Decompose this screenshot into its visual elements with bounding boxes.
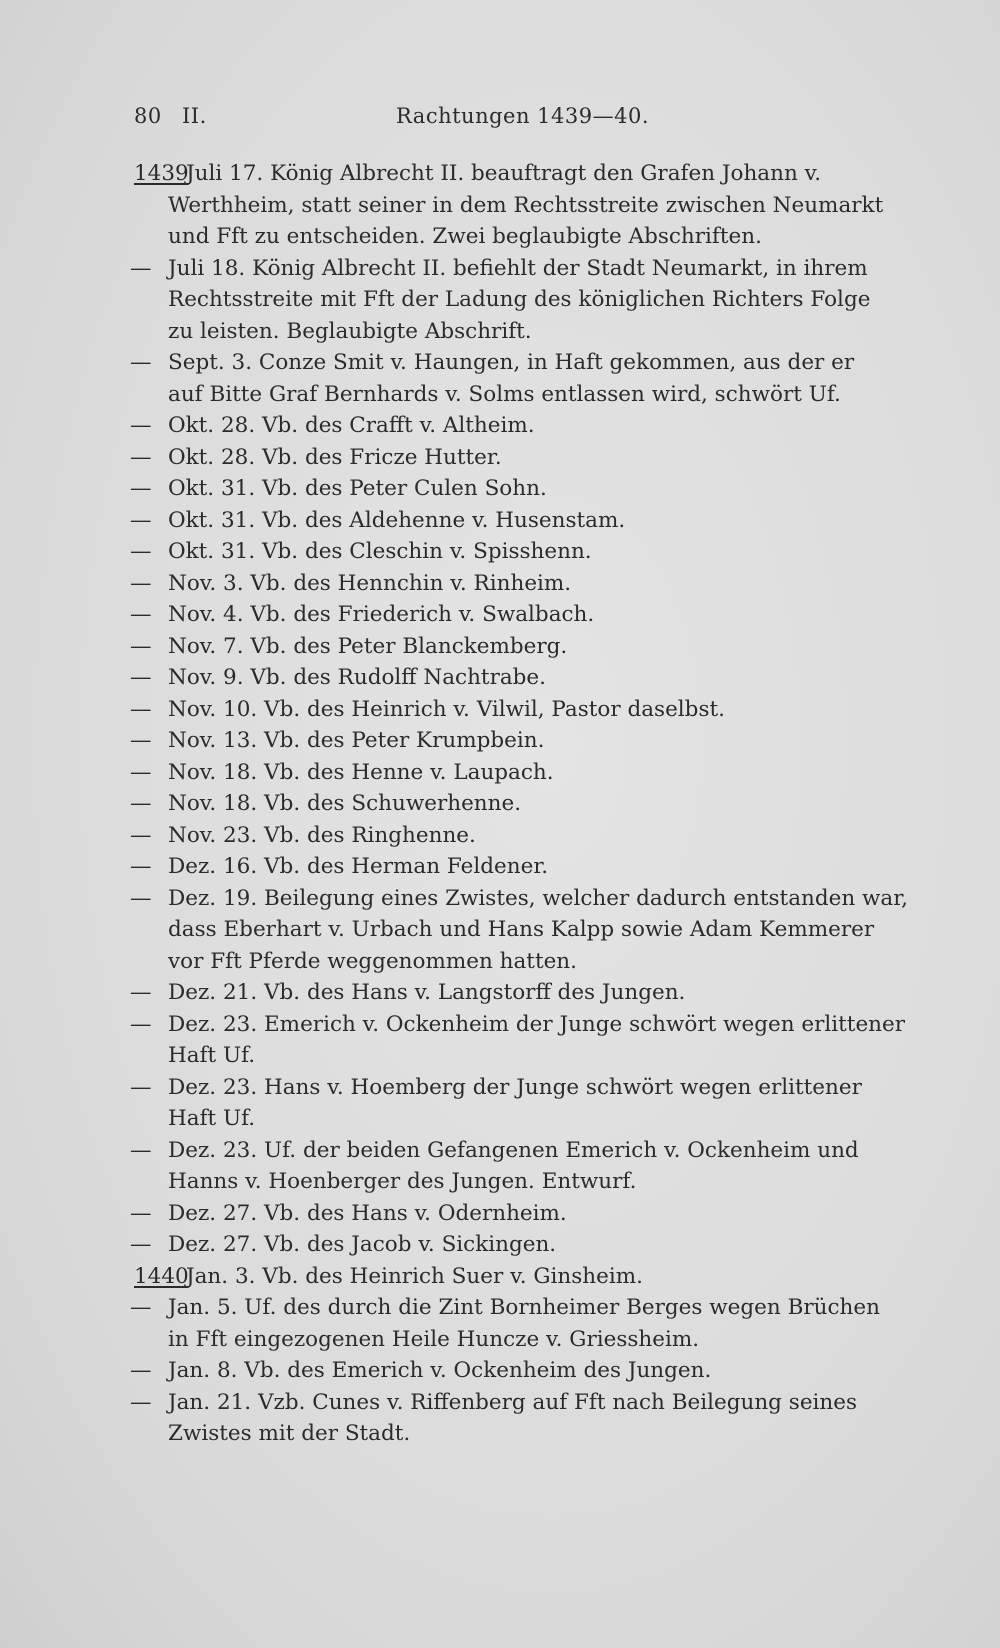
entry-text: Okt. 31. Vb. des Peter Culen Sohn. xyxy=(168,476,547,501)
entry-lead-gutter xyxy=(0,505,168,537)
entry-first-line xyxy=(0,347,1000,379)
entry-dash: — xyxy=(130,885,152,911)
entry-text: Jan. 8. Vb. des Emerich v. Ockenheim des Jungen. xyxy=(168,1358,712,1383)
entry-lead-gutter xyxy=(0,820,168,852)
entry-first-line xyxy=(0,820,1000,852)
entry-lead-gutter xyxy=(0,442,168,474)
entry-first-line xyxy=(0,536,1000,568)
entry-text: Jan. 21. Vzb. Cunes v. Riffenberg auf Fft nach Beilegung seines xyxy=(168,1389,858,1415)
entry-lead-gutter xyxy=(0,1387,168,1419)
register-entry xyxy=(0,851,1000,883)
register-entry xyxy=(0,1009,1000,1072)
entry-dash: — xyxy=(130,1358,152,1383)
entry-text: Dez. 23. Hans v. Hoemberg der Junge schwört wegen erlittener xyxy=(168,1074,862,1100)
entry-dash: — xyxy=(130,1295,152,1320)
entry-first-line xyxy=(0,851,1000,883)
entry-lead-gutter xyxy=(0,1166,168,1198)
register-entry xyxy=(0,977,1000,1009)
entry-dash: — xyxy=(130,728,152,753)
entry-lead-gutter xyxy=(0,1072,168,1104)
entry-first-line xyxy=(0,1135,1000,1167)
entry-lead-gutter xyxy=(0,1418,168,1450)
entry-first-line xyxy=(0,977,1000,1009)
entry-text: Okt. 31. Vb. des Aldehenne v. Husenstam. xyxy=(168,507,626,533)
entry-first-line xyxy=(0,1387,1000,1419)
entry-text: Nov. 18. Vb. des Henne v. Laupach. xyxy=(168,759,554,785)
entry-first-line xyxy=(0,1261,1000,1293)
entry-lead-gutter xyxy=(0,914,168,946)
entry-text: Rechtsstreite mit Fft der Ladung des königlichen Richters Folge xyxy=(168,287,871,312)
entry-continuation-line xyxy=(0,946,1000,978)
entry-lead-gutter xyxy=(0,1355,168,1387)
entry-text: auf Bitte Graf Bernhards v. Solms entlassen wird, schwört Uf. xyxy=(168,381,841,407)
entry-lead-gutter xyxy=(0,190,168,222)
entry-lead-gutter xyxy=(0,631,168,663)
entry-text: Dez. 19. Beilegung eines Zwistes, welcher dadurch entstanden war, xyxy=(168,885,908,911)
entry-continuation-line xyxy=(0,284,1000,316)
entry-lead-gutter xyxy=(0,1135,168,1167)
entry-dash: — xyxy=(130,1137,152,1163)
entry-first-line xyxy=(0,757,1000,789)
entry-first-line xyxy=(0,1009,1000,1041)
entry-dash: — xyxy=(130,854,152,879)
entry-text: Werthheim, statt seiner in dem Rechtsstreite zwischen Neumarkt xyxy=(168,192,884,218)
entry-year: 1439 xyxy=(134,161,189,186)
entry-first-line xyxy=(0,1292,1000,1324)
entry-text: zu leisten. Beglaubigte Abschrift. xyxy=(168,318,532,344)
entry-text: Dez. 21. Vb. des Hans v. Langstorff des Jungen. xyxy=(168,980,686,1005)
entry-lead-gutter xyxy=(0,599,168,631)
register-entry xyxy=(0,725,1000,757)
entry-lead-gutter xyxy=(0,851,168,883)
entry-first-line xyxy=(0,158,1000,190)
entry-continuation-line xyxy=(0,316,1000,348)
entry-lead-gutter xyxy=(0,725,168,757)
entry-lead-gutter xyxy=(0,1009,168,1041)
entry-dash: — xyxy=(130,444,152,470)
entry-first-line xyxy=(0,1229,1000,1261)
entry-dash: — xyxy=(130,1200,152,1226)
entry-dash: — xyxy=(130,255,152,281)
entry-text: Hanns v. Hoenberger des Jungen. Entwurf. xyxy=(168,1169,637,1194)
register-entry xyxy=(0,694,1000,726)
register-entry xyxy=(0,1198,1000,1230)
entry-lead-gutter xyxy=(0,1261,189,1293)
entry-continuation-line xyxy=(0,1040,1000,1072)
entry-lead-gutter xyxy=(0,788,168,820)
entry-text: Nov. 18. Vb. des Schuwerhenne. xyxy=(168,791,522,816)
register-entry xyxy=(0,757,1000,789)
entry-text: Nov. 13. Vb. des Peter Krumpbein. xyxy=(168,728,545,753)
entry-text: Jan. 3. Vb. des Heinrich Suer v. Ginsheim. xyxy=(186,1263,643,1289)
register-entry xyxy=(0,788,1000,820)
entry-first-line xyxy=(0,505,1000,537)
entry-text: Juli 17. König Albrecht II. beauftragt den Grafen Johann v. xyxy=(186,161,822,186)
entry-lead-gutter xyxy=(0,883,168,915)
entry-first-line xyxy=(0,568,1000,600)
entry-dash: — xyxy=(130,350,152,375)
entry-text: Haft Uf. xyxy=(168,1043,256,1068)
entry-text: Nov. 9. Vb. des Rudolff Nachtrabe. xyxy=(168,665,546,690)
entry-text: Nov. 4. Vb. des Friederich v. Swalbach. xyxy=(168,602,595,627)
entry-first-line xyxy=(0,788,1000,820)
entry-dash: — xyxy=(130,1232,152,1257)
entry-text: Dez. 23. Emerich v. Ockenheim der Junge schwört wegen erlittener xyxy=(168,1011,906,1037)
running-header xyxy=(134,104,854,140)
entry-dash: — xyxy=(130,1389,152,1415)
entry-text: dass Eberhart v. Urbach und Hans Kalpp sowie Adam Kemmerer xyxy=(168,917,875,942)
entry-text: Nov. 10. Vb. des Heinrich v. Vilwil, Pastor daselbst. xyxy=(168,696,725,722)
register-entry xyxy=(0,1261,1000,1293)
entry-first-line xyxy=(0,473,1000,505)
entry-first-line xyxy=(0,631,1000,663)
entry-lead-gutter xyxy=(0,946,168,978)
entry-text: Dez. 27. Vb. des Jacob v. Sickingen. xyxy=(168,1232,557,1257)
register-entry xyxy=(0,599,1000,631)
entry-text: Sept. 3. Conze Smit v. Haungen, in Haft gekommen, aus der er xyxy=(168,350,855,375)
entry-lead-gutter xyxy=(0,1040,168,1072)
register-entry xyxy=(0,505,1000,537)
entry-text: Dez. 16. Vb. des Herman Feldener. xyxy=(168,854,549,879)
entry-lead-gutter xyxy=(0,1324,168,1356)
entry-text: Nov. 7. Vb. des Peter Blanckemberg. xyxy=(168,633,568,659)
entry-first-line xyxy=(0,1072,1000,1104)
entry-dash: — xyxy=(130,539,152,564)
entry-text: in Fft eingezogenen Heile Huncze v. Griessheim. xyxy=(168,1326,700,1352)
entry-dash: — xyxy=(130,1011,152,1037)
entry-dash: — xyxy=(130,413,152,438)
entry-text: Nov. 3. Vb. des Hennchin v. Rinheim. xyxy=(168,570,572,596)
register-entry xyxy=(0,662,1000,694)
entry-dash: — xyxy=(130,759,152,785)
entry-text: Juli 18. König Albrecht II. befiehlt der Stadt Neumarkt, in ihrem xyxy=(168,255,868,281)
entry-first-line xyxy=(0,694,1000,726)
section-number: II. xyxy=(182,104,207,128)
register-entry xyxy=(0,536,1000,568)
entry-lead-gutter xyxy=(0,757,168,789)
entry-text: Okt. 31. Vb. des Cleschin v. Spisshenn. xyxy=(168,539,592,564)
register-entry xyxy=(0,410,1000,442)
entry-dash: — xyxy=(130,822,152,848)
register-entry xyxy=(0,883,1000,978)
entry-text: Zwistes mit der Stadt. xyxy=(168,1421,411,1446)
entry-lead-gutter xyxy=(0,536,168,568)
entry-lead-gutter xyxy=(0,221,168,253)
register-entry xyxy=(0,1229,1000,1261)
register-entry xyxy=(0,347,1000,410)
entry-lead-gutter xyxy=(0,410,168,442)
entry-continuation-line xyxy=(0,1324,1000,1356)
entry-lead-gutter xyxy=(0,694,168,726)
entry-lead-gutter xyxy=(0,316,168,348)
entry-lead-gutter xyxy=(0,158,189,190)
entry-first-line xyxy=(0,442,1000,474)
register-entry xyxy=(0,568,1000,600)
entry-continuation-line xyxy=(0,1418,1000,1450)
entry-first-line xyxy=(0,883,1000,915)
entry-text: und Fft zu entscheiden. Zwei beglaubigte Abschriften. xyxy=(168,224,762,249)
entry-text: Jan. 5. Uf. des durch die Zint Bornheimer Berges wegen Brüchen xyxy=(168,1295,880,1320)
entry-lead-gutter xyxy=(0,347,168,379)
entry-dash: — xyxy=(130,570,152,596)
entry-continuation-line xyxy=(0,914,1000,946)
entry-continuation-line xyxy=(0,1103,1000,1135)
entry-lead-gutter xyxy=(0,284,168,316)
register-entry xyxy=(0,473,1000,505)
entry-first-line xyxy=(0,1355,1000,1387)
entry-continuation-line xyxy=(0,379,1000,411)
entry-first-line xyxy=(0,253,1000,285)
register-entry xyxy=(0,1072,1000,1135)
entry-text: Okt. 28. Vb. des Fricze Hutter. xyxy=(168,444,502,470)
entry-dash: — xyxy=(130,791,152,816)
entry-first-line xyxy=(0,1198,1000,1230)
register-entry xyxy=(0,442,1000,474)
register-entry xyxy=(0,1355,1000,1387)
entry-text: Haft Uf. xyxy=(168,1106,256,1131)
entry-dash: — xyxy=(130,665,152,690)
entry-dash: — xyxy=(130,602,152,627)
entry-dash: — xyxy=(130,696,152,722)
entry-year: 1440 xyxy=(134,1263,189,1289)
entry-lead-gutter xyxy=(0,977,168,1009)
entry-lead-gutter xyxy=(0,379,168,411)
register-entry xyxy=(0,253,1000,348)
register-entry xyxy=(0,820,1000,852)
register-entry xyxy=(0,1135,1000,1198)
entry-text: vor Fft Pferde weggenommen hatten. xyxy=(168,948,577,974)
entry-text: Nov. 23. Vb. des Ringhenne. xyxy=(168,822,476,848)
entry-lead-gutter xyxy=(0,1229,168,1261)
entry-lead-gutter xyxy=(0,1103,168,1135)
register-entry xyxy=(0,1387,1000,1450)
running-title: Rachtungen 1439—40. xyxy=(396,104,649,128)
entry-dash: — xyxy=(130,980,152,1005)
entry-first-line xyxy=(0,725,1000,757)
entry-lead-gutter xyxy=(0,253,168,285)
page-number: 80 xyxy=(134,104,162,128)
entry-lead-gutter xyxy=(0,473,168,505)
entry-continuation-line xyxy=(0,221,1000,253)
entry-lead-gutter xyxy=(0,568,168,600)
entry-first-line xyxy=(0,410,1000,442)
entry-first-line xyxy=(0,599,1000,631)
entry-text: Dez. 27. Vb. des Hans v. Odernheim. xyxy=(168,1200,567,1226)
entry-dash: — xyxy=(130,476,152,501)
entry-continuation-line xyxy=(0,190,1000,222)
entry-text: Dez. 23. Uf. der beiden Gefangenen Emerich v. Ockenheim und xyxy=(168,1137,859,1163)
register-entries xyxy=(0,158,1000,1450)
entry-lead-gutter xyxy=(0,1292,168,1324)
entry-lead-gutter xyxy=(0,662,168,694)
register-entry xyxy=(0,158,1000,253)
entry-dash: — xyxy=(130,633,152,659)
entry-text: Okt. 28. Vb. des Crafft v. Altheim. xyxy=(168,413,535,438)
entry-dash: — xyxy=(130,507,152,533)
entry-dash: — xyxy=(130,1074,152,1100)
register-entry xyxy=(0,631,1000,663)
register-entry xyxy=(0,1292,1000,1355)
entry-lead-gutter xyxy=(0,1198,168,1230)
entry-first-line xyxy=(0,662,1000,694)
entry-continuation-line xyxy=(0,1166,1000,1198)
